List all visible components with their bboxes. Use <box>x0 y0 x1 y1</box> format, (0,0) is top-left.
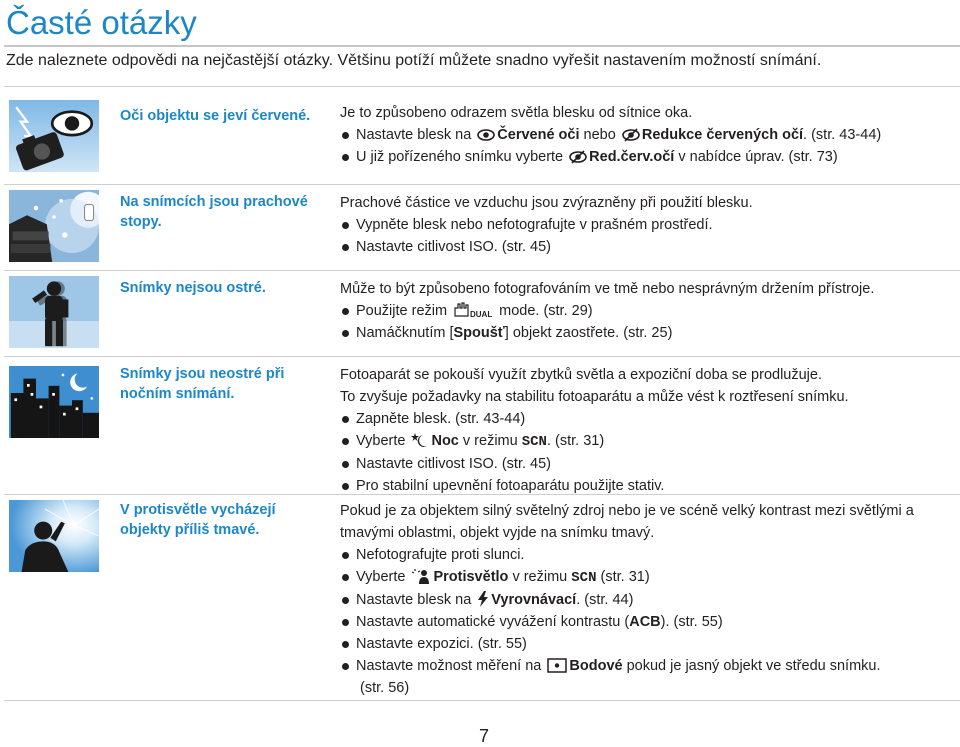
faq-question: Snímky jsou neostré při nočním snímání. <box>120 366 285 402</box>
backlight-portrait-icon <box>411 568 431 584</box>
faq-answer-bullet: Nastavte možnost měření na Bodové pokud je jasný objekt ve středu snímku. <box>340 655 960 677</box>
hand-dual-icon <box>453 302 493 318</box>
faq-answer-bullet: U již pořízeného snímku vyberte Red.červ.očí v nabídce úprav. (str. 73) <box>340 146 960 168</box>
section-divider <box>4 700 960 701</box>
faq-answer-bullet: Namáčknutím [Spoušť] objekt zaostřete. (str. 25) <box>340 322 960 344</box>
faq-item-dust <box>4 188 960 270</box>
eye-slash-icon <box>569 150 587 164</box>
page-title: Časté otázky <box>6 4 197 41</box>
faq-answer-bullet: Pro stabilní upevnění fotoaparátu použijte stativ. <box>340 475 960 497</box>
faq-item-night <box>4 360 960 494</box>
faq-answer-bullet: Vypněte blesk nebo nefotografujte v prašném prostředí. <box>340 214 960 236</box>
faq-question: V protisvětle vycházejí objekty příliš tmavé. <box>120 502 276 538</box>
fill-flash-icon <box>477 591 489 607</box>
faq-answer-bullet: Vyberte Protisvětlo v režimu SCN (str. 31) <box>340 566 960 589</box>
faq-answer-intro: Fotoaparát se pokouší využít zbytků světla a expoziční doba se prodlužuje. <box>340 367 822 383</box>
page-number: 7 <box>479 726 490 746</box>
faq-answer-intro: Může to být způsobeno fotografováním ve tmě nebo nesprávným držením přístroje. <box>340 281 875 297</box>
star-moon-icon <box>411 432 429 448</box>
faq-answer-bullet-continuation: (str. 56) <box>360 680 410 696</box>
section-divider <box>4 270 960 271</box>
night-city-photo-icon <box>4 366 104 438</box>
faq-answer-intro: tmavými oblastmi, objekt vyjde na snímku tmavý. <box>340 525 655 541</box>
faq-question: Snímky nejsou ostré. <box>120 280 266 296</box>
section-divider <box>4 184 960 185</box>
backlight-photo-icon <box>4 500 104 572</box>
title-divider <box>4 45 960 47</box>
faq-answer-bullet: Vyberte Noc v režimu SCN. (str. 31) <box>340 430 960 453</box>
faq-answer-bullet: Nastavte expozici. (str. 55) <box>340 633 960 655</box>
faq-question: Oči objektu se jeví červené. <box>120 108 311 124</box>
faq-answer-intro: Prachové částice ve vzduchu jsou zvýrazněny při použití blesku. <box>340 195 753 211</box>
faq-question: Na snímcích jsou prachové stopy. <box>120 194 308 230</box>
eye-slash-icon <box>622 128 640 142</box>
eye-icon <box>477 128 495 142</box>
faq-answer-bullet: Zapněte blesk. (str. 43-44) <box>340 408 960 430</box>
dust-spots-photo-icon <box>4 190 104 262</box>
faq-answer-bullet: Nastavte automatické vyvážení kontrastu (ACB). (str. 55) <box>340 611 960 633</box>
svg-text:DUAL: DUAL <box>470 310 493 318</box>
faq-answer-intro: Je to způsobeno odrazem světla blesku od sítnice oka. <box>340 105 693 121</box>
spot-metering-icon <box>547 658 567 673</box>
faq-answer-bullet: Nastavte citlivost ISO. (str. 45) <box>340 453 960 475</box>
faq-item-red-eye <box>4 96 960 184</box>
scn-icon: SCN <box>521 434 547 450</box>
faq-answer-intro: To zvyšuje požadavky na stabilitu fotoaparátu a může vést k roztřesení snímku. <box>340 389 849 405</box>
faq-answer-bullet: Použijte režim DUAL mode. (str. 29) <box>340 300 960 322</box>
faq-item-blur <box>4 274 960 356</box>
page-intro: Zde naleznete odpovědi na nejčastější otázky. Většinu potíží můžete snadno vyřešit nastavením možností snímání. <box>6 52 822 69</box>
faq-answer-bullet: Nefotografujte proti slunci. <box>340 544 960 566</box>
red-eye-photo-icon <box>4 100 104 172</box>
section-divider <box>4 356 960 357</box>
faq-answer-bullet: Nastavte blesk na Vyrovnávací. (str. 44) <box>340 589 960 611</box>
faq-item-backlight <box>4 498 960 700</box>
scn-icon: SCN <box>571 570 597 586</box>
intro-divider <box>4 86 960 87</box>
section-divider <box>4 494 960 495</box>
faq-answer-bullet: Nastavte citlivost ISO. (str. 45) <box>340 236 960 258</box>
faq-answer-intro: Pokud je za objektem silný světelný zdroj nebo je ve scéně velký kontrast mezi světlými a <box>340 503 914 519</box>
faq-answer-bullet: Nastavte blesk na Červené oči nebo Redukce červených očí. (str. 43-44) <box>340 124 960 146</box>
blurry-photo-icon <box>4 276 104 348</box>
